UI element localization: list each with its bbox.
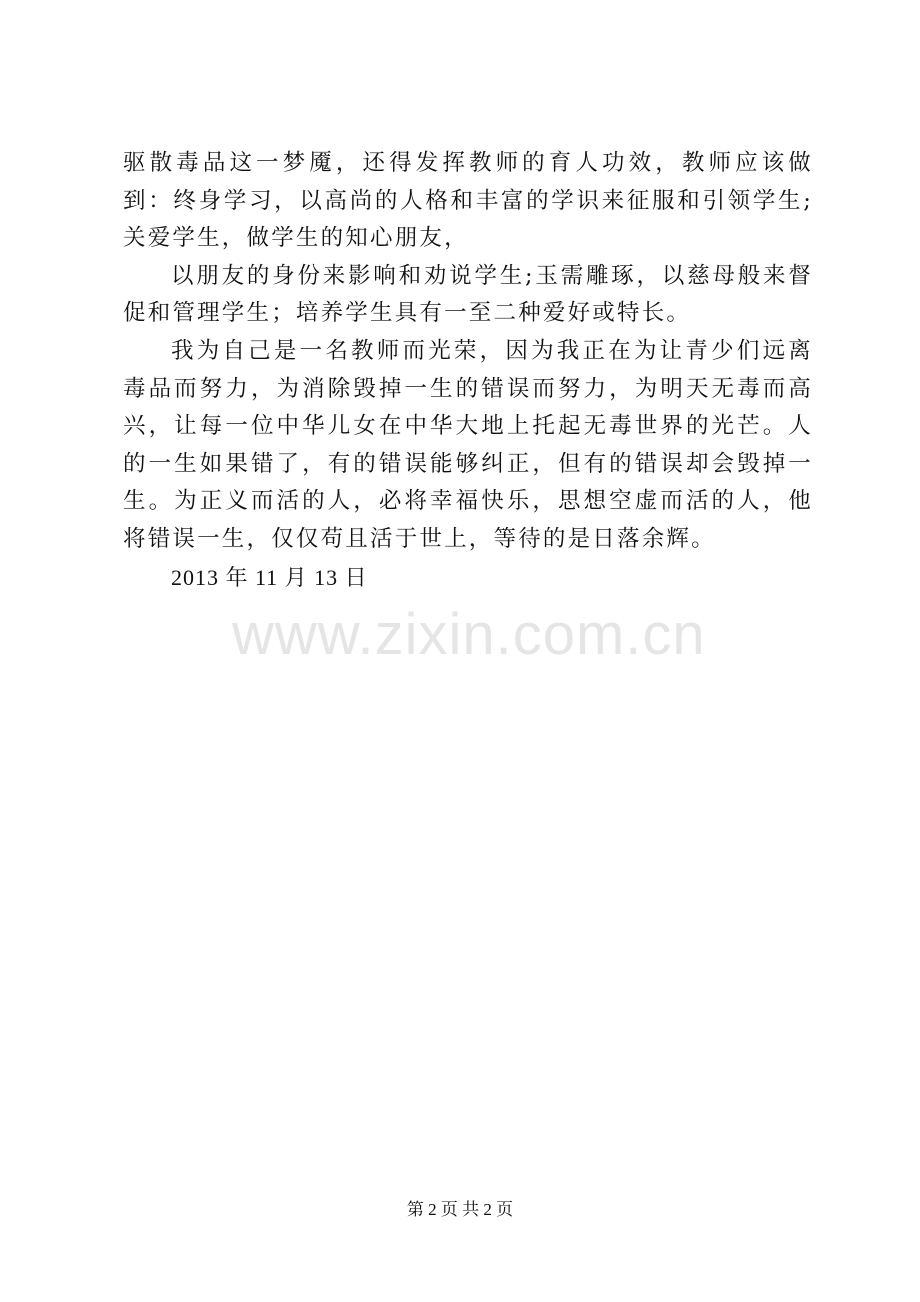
document-date: 2013 年 11 月 13 日 xyxy=(171,564,368,590)
page-footer: 第 2 页 共 2 页 xyxy=(406,1200,514,1219)
paragraph-1: 驱散毒品这一梦魇，还得发挥教师的育人功效，教师应该做到：终身学习，以高尚的人格和丰富的学识来征服和引领学生;关爱学生，做学生的知心朋友， xyxy=(123,150,813,252)
paragraph-3: 我为自己是一名教师而光荣，因为我正在为让青少们远离毒品而努力，为消除毁掉一生的错误而努力，为明天无毒而高兴，让每一位中华儿女在中华大地上托起无毒世界的光芒。人的一生如果错了，有的错误能够纠正，但有的错误却会毁掉一生。为正义而活的人，必将幸福快乐，思想空虚而活的人，他将错误一生，仅仅苟且活于世上，等待的是日落余辉。 xyxy=(123,337,813,552)
watermark-text: www.zixin.com.cn xyxy=(232,602,706,667)
paragraph-2: 以朋友的身份来影响和劝说学生;玉需雕琢，以慈母般来督促和管理学生；培养学生具有一至二种爱好或特长。 xyxy=(123,262,813,327)
document-body xyxy=(123,145,813,596)
